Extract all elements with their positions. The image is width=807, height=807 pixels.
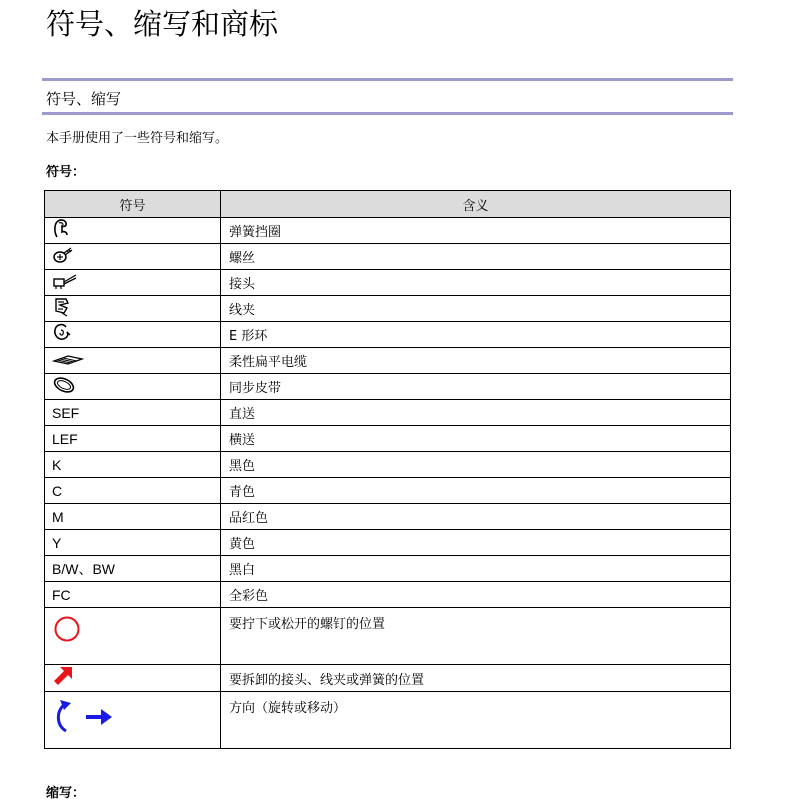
table-row	[45, 556, 731, 582]
symbol-code: M	[45, 504, 221, 530]
meaning-cell: 要拆卸的接头、线夹或弹簧的位置	[221, 665, 731, 692]
meaning-cell: 同步皮带	[221, 374, 731, 400]
table-row	[45, 322, 731, 348]
symbol-code: C	[45, 478, 221, 504]
meaning-cell: 青色	[221, 478, 731, 504]
table-row	[45, 582, 731, 608]
meaning-cell: 方向（旋转或移动）	[221, 692, 731, 749]
connector-icon	[52, 272, 78, 294]
table-row	[45, 374, 731, 400]
table-row	[45, 270, 731, 296]
meaning-cell: 接头	[221, 270, 731, 296]
wire-clamp-icon	[52, 296, 72, 321]
table-row	[45, 452, 731, 478]
meaning-cell: 螺丝	[221, 244, 731, 270]
symbol-code: K	[45, 452, 221, 478]
meaning-cell: 线夹	[221, 296, 731, 322]
meaning-cell: 横送	[221, 426, 731, 452]
column-header-meaning: 含义	[221, 191, 731, 218]
flexible-flat-cable-icon	[52, 352, 84, 370]
table-row	[45, 692, 731, 749]
symbols-table	[44, 190, 731, 749]
abbreviations-heading: 缩写：	[46, 786, 86, 801]
section-rule-top	[42, 78, 733, 81]
table-row	[45, 218, 731, 244]
table-row	[45, 665, 731, 692]
meaning-cell: 直送	[221, 400, 731, 426]
timing-belt-icon	[52, 375, 76, 399]
page-title: 符号、缩写和商标	[46, 7, 279, 41]
symbol-code: SEF	[45, 400, 221, 426]
red-circle-icon	[52, 613, 82, 647]
section-rule-bottom	[42, 112, 733, 115]
meaning-cell: 要拧下或松开的螺钉的位置	[221, 608, 731, 665]
meaning-cell: 黄色	[221, 530, 731, 556]
symbols-heading: 符号：	[46, 165, 86, 180]
meaning-cell: 柔性扁平电缆	[221, 348, 731, 374]
table-row	[45, 400, 731, 426]
table-row	[45, 296, 731, 322]
table-row	[45, 348, 731, 374]
table-row	[45, 244, 731, 270]
symbol-code: FC	[45, 582, 221, 608]
symbol-code: B/W、BW	[45, 556, 221, 582]
blue-rotate-move-arrows-icon	[52, 697, 114, 739]
meaning-cell: 弹簧挡圈	[221, 218, 731, 244]
meaning-cell: 品红色	[221, 504, 731, 530]
table-row	[45, 478, 731, 504]
table-row	[45, 530, 731, 556]
table-row	[45, 608, 731, 665]
meaning-cell: 黑白	[221, 556, 731, 582]
column-header-symbol: 符号	[45, 191, 221, 218]
e-ring-icon	[52, 322, 72, 347]
symbol-code: Y	[45, 530, 221, 556]
meaning-cell: E 形环	[221, 322, 731, 348]
intro-text: 本手册使用了一些符号和缩写。	[46, 131, 229, 146]
meaning-cell: 全彩色	[221, 582, 731, 608]
red-arrow-icon	[52, 665, 74, 691]
symbol-code: LEF	[45, 426, 221, 452]
screw-icon	[52, 245, 74, 269]
section-title: 符号、缩写	[46, 90, 122, 108]
table-row	[45, 426, 731, 452]
meaning-cell: 黑色	[221, 452, 731, 478]
table-header-row	[45, 191, 731, 218]
spring-clip-icon	[52, 218, 72, 243]
table-row	[45, 504, 731, 530]
